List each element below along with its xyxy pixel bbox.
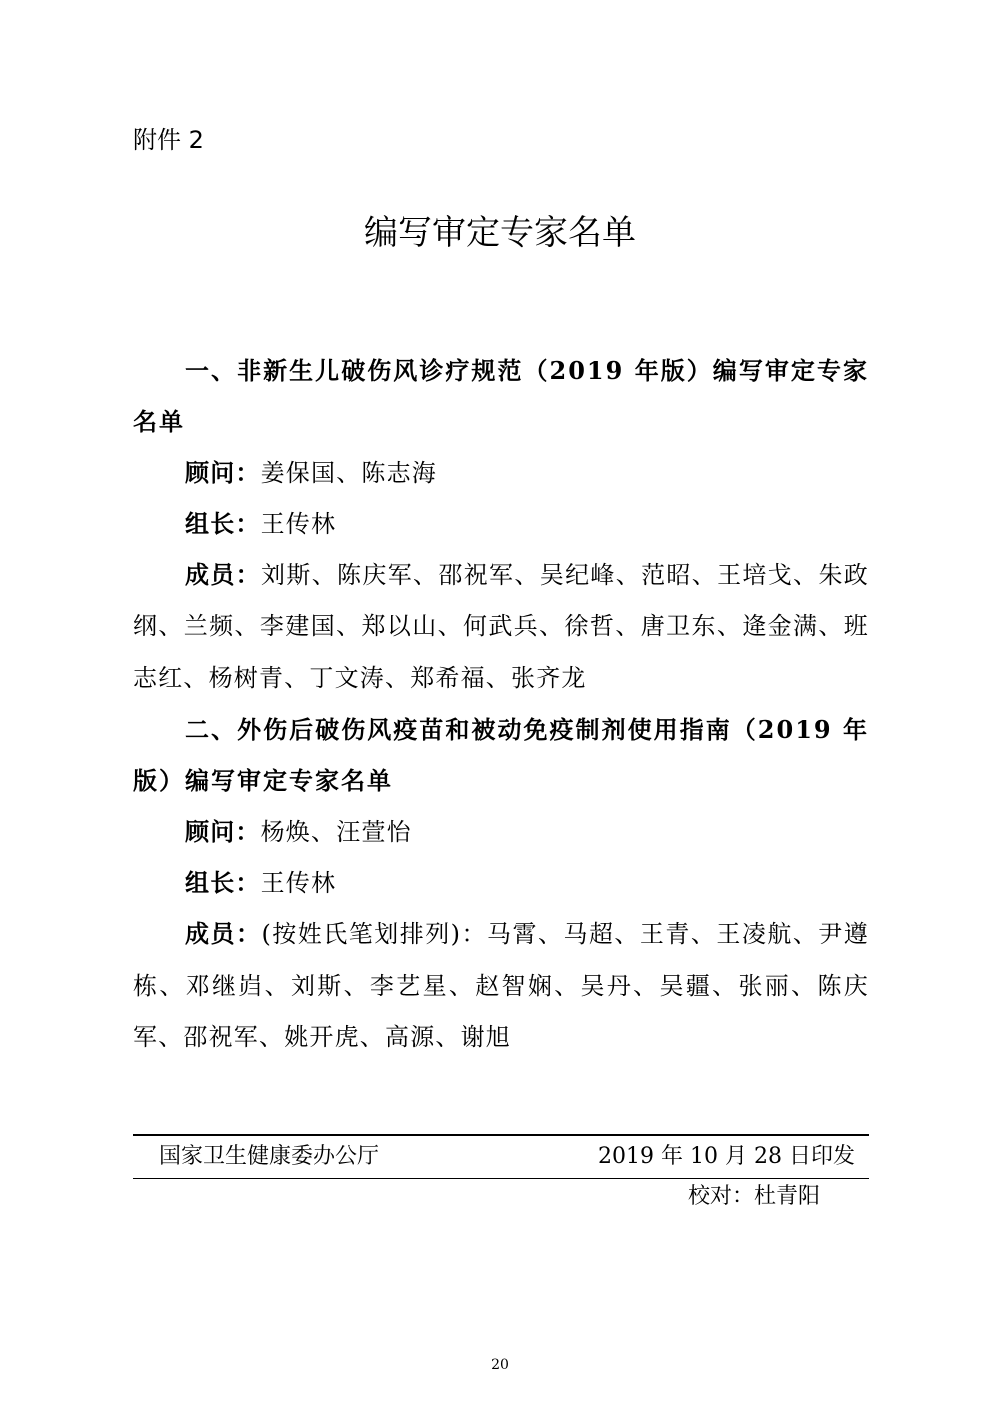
section-1-advisors bbox=[133, 448, 869, 499]
leader-label: 组长： bbox=[185, 509, 261, 538]
document-title: 编写审定专家名单 bbox=[364, 213, 636, 253]
section-1-heading: 一、非新生儿破伤风诊疗规范（2019 年版）编写审定专家名单 bbox=[133, 356, 869, 437]
annex-label: 附件 2 bbox=[133, 126, 204, 154]
proofreader: 校对：杜青阳 bbox=[687, 1184, 820, 1209]
leader-name: 王传林 bbox=[260, 868, 337, 897]
advisor-names: 姜保国、陈志海 bbox=[260, 458, 438, 487]
section-1-members bbox=[133, 550, 869, 704]
advisor-label: 顾问： bbox=[185, 458, 261, 487]
section-2-leader bbox=[133, 858, 869, 909]
section-2-heading: 二、外伤后破伤风疫苗和被动免疫制剂使用指南（2019 年版）编写审定专家名单 bbox=[133, 715, 869, 796]
member-names: (按姓氏笔划排列)：马霄、马超、王青、王凌航、尹遵栋、邓继岿、刘斯、李艺星、赵智娴、吴丹、吴疆、张丽、陈庆军、邵祝军、姚开虎、高源、谢旭 bbox=[133, 920, 869, 1051]
section-2-advisors bbox=[133, 807, 869, 858]
issue-date: 2019 年 10 月 28 日印发 bbox=[598, 1144, 855, 1169]
section-2-members bbox=[133, 909, 869, 1063]
members-label: 成员： bbox=[185, 561, 262, 590]
page-number: 20 bbox=[491, 1357, 509, 1373]
section-1-leader bbox=[133, 499, 869, 550]
document-body bbox=[133, 345, 869, 1063]
leader-label: 组长： bbox=[185, 868, 261, 897]
issuance-bar bbox=[133, 1134, 869, 1179]
issuing-office: 国家卫生健康委办公厅 bbox=[159, 1144, 380, 1169]
advisor-label: 顾问： bbox=[185, 817, 261, 846]
leader-name: 王传林 bbox=[260, 509, 337, 538]
advisor-names: 杨焕、汪萱怡 bbox=[260, 817, 412, 846]
members-label: 成员： bbox=[185, 920, 262, 949]
member-names: 刘斯、陈庆军、邵祝军、吴纪峰、范昭、王培戈、朱政纲、兰频、李建国、郑以山、何武兵、徐哲、唐卫东、逄金满、班志红、杨树青、丁文涛、郑希福、张齐龙 bbox=[133, 561, 869, 692]
